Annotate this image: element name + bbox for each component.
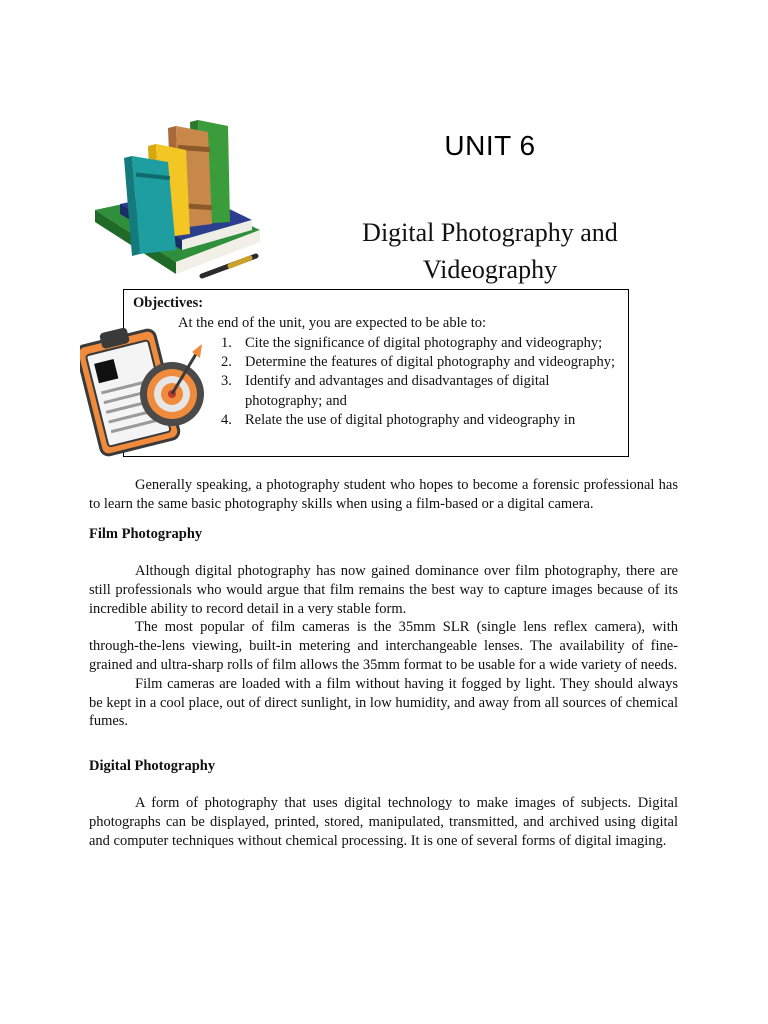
objective-text: Identify and advantages and disadvantages of digital photography; and: [245, 373, 550, 409]
objective-item: [221, 353, 621, 372]
books-stack-icon: [90, 112, 265, 282]
film-photography-body: [89, 562, 678, 731]
subtitle-line-1: Digital Photography and: [362, 218, 618, 247]
objective-text: Cite the significance of digital photography and videography;: [245, 335, 603, 351]
film-paragraph: Film cameras are loaded with a film without having it fogged by light. They should always be kept in a cool place, out of direct sunlight, in low humidity, and away from all sources of chemical fumes.: [89, 675, 678, 730]
objective-text: Relate the use of digital photography and videography in: [245, 411, 576, 428]
film-paragraph: The most popular of film cameras is the 35mm SLR (single lens reflex camera), with through-the-lens viewing, built-in metering and interchangeable lenses. The availability of fine-grained and ultra-sharp rolls of film allows the 35mm format to be usable for a wide variety of needs.: [89, 619, 678, 673]
clipboard-target-icon: [80, 322, 210, 462]
intro-paragraph: [89, 476, 678, 514]
objectives-label: Objectives:: [133, 295, 204, 311]
film-paragraph: Although digital photography has now gained dominance over film photography, there are still professionals who would argue that film remains the best way to capture images because of its incredible ability to record detail in a very stable form.: [89, 563, 678, 617]
digital-photography-body: [89, 794, 678, 850]
page-subtitle: [330, 214, 650, 288]
objective-number: 1.: [221, 335, 232, 351]
subtitle-line-2: Videography: [422, 255, 558, 284]
objective-text: Determine the features of digital photography and videography;: [245, 354, 616, 371]
digital-paragraph: A form of photography that uses digital technology to make images of subjects. Digital photographs can be displayed, printed, stored, manipulated, transmitted, and archived using digital and computer techniques without chemical processing. It is one of several forms of digital imaging.: [89, 795, 678, 849]
objectives-list: [221, 334, 621, 430]
objective-number: 2.: [221, 354, 232, 371]
digital-photography-heading: Digital Photography: [89, 758, 216, 774]
objective-item: [221, 411, 621, 430]
objective-number: 3.: [221, 373, 232, 390]
objective-item: [221, 334, 621, 353]
intro-text: Generally speaking, a photography student who hopes to become a forensic professional has to learn the same basic photography skills when using a film-based or a digital camera.: [89, 477, 678, 512]
film-photography-heading: Film Photography: [89, 526, 203, 542]
objective-number: 4.: [221, 411, 232, 428]
unit-title: UNIT 6: [444, 130, 536, 161]
objective-item: [221, 372, 621, 410]
objectives-intro: At the end of the unit, you are expected to be able to:: [178, 315, 487, 331]
